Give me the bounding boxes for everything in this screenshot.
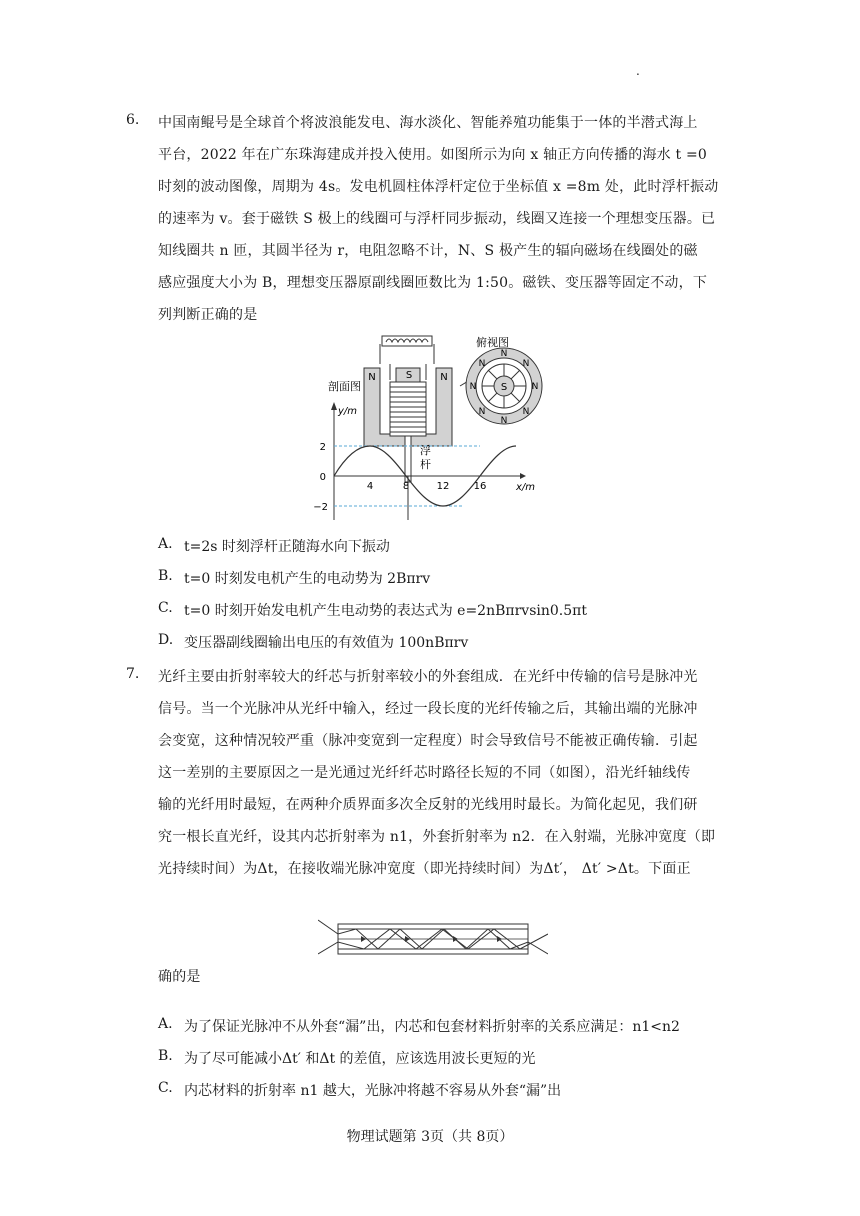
option-label: C.: [158, 600, 173, 616]
option-text: t=0 时刻发电机产生的电动势为 2Bπrv: [184, 571, 431, 587]
question-6-line: 列判断正确的是: [158, 307, 258, 323]
question-7-line: 究一根长直光纤，设其内芯折射率为 n1，外套折射率为 n2．在入射端，光脉冲宽度（即: [158, 829, 716, 845]
option-text: t=0 时刻开始发电机产生电动势的表达式为 e=2nBπrvsin0.5πt: [184, 603, 587, 619]
magnet-pole-n: N: [368, 372, 376, 383]
top-view-pole-n: N: [500, 349, 508, 359]
header-dot: .: [636, 64, 640, 78]
top-view-pole-n: N: [478, 407, 486, 417]
generator-wave-figure: [310, 330, 560, 530]
top-view-pole-s: S: [500, 382, 508, 393]
optical-fiber-figure: [318, 914, 548, 964]
float-rod-label: 浮: [420, 444, 431, 457]
top-view-pole-n: N: [478, 359, 486, 369]
question-7-line: 光持续时间）为Δt，在接收端光脉冲宽度（即光持续时间）为Δt′， Δt′ >Δt。下面正: [158, 861, 691, 877]
option-label: B.: [158, 568, 173, 584]
top-view-pole-n: N: [469, 382, 477, 392]
float-rod-label: 杆: [420, 458, 431, 471]
question-6-line: 时刻的波动图像，周期为 4s。发电机圆柱体浮杆定位于坐标值 x =8m 处，此时浮杆振动: [158, 179, 719, 195]
top-view-label: 俯视图: [476, 336, 509, 349]
question-7-line: 光纤主要由折射率较大的纤芯与折射率较小的外套组成．在光纤中传输的信号是脉冲光: [158, 669, 698, 685]
x-tick: 12: [436, 481, 450, 492]
option-label: C.: [158, 1080, 173, 1096]
option-label: D.: [158, 632, 174, 648]
option-text: 为了保证光脉冲不从外套“漏”出，内芯和包套材料折射率的关系应满足：n1<n2: [184, 1019, 680, 1035]
question-6-line: 知线圈共 n 匝，其圆半径为 r，电阻忽略不计，N、S 极产生的辐向磁场在线圈处的磁: [158, 243, 698, 259]
option-text: 内芯材料的折射率 n1 越大，光脉冲将越不容易从外套“漏”出: [184, 1083, 562, 1099]
question-7-line: 会变宽，这种情况较严重（脉冲变宽到一定程度）时会导致信号不能被正确传输．引起: [158, 733, 698, 749]
question-7-line: 信号。当一个光脉冲从光纤中输入，经过一段长度的光纤传输之后，其输出端的光脉冲: [158, 701, 698, 717]
option-label: A.: [158, 1016, 173, 1032]
question-7-number: 7.: [126, 666, 140, 682]
question-6-line: 中国南鲲号是全球首个将波浪能发电、海水淡化、智能养殖功能集于一体的半潜式海上: [158, 115, 698, 131]
question-7-line: 这一差别的主要原因之一是光通过光纤纤芯时路径长短的不同（如图），沿光纤轴线传: [158, 765, 691, 781]
top-view-pole-n: N: [531, 382, 539, 392]
page-footer: 物理试题第 3页（共 8页）: [346, 1129, 514, 1145]
x-axis-label: x/m: [516, 482, 536, 493]
option-label: B.: [158, 1048, 173, 1064]
question-6-line: 的速率为 v。套于磁铁 S 极上的线圈可与浮杆同步振动，线圈又连接一个理想变压器。已: [158, 211, 716, 227]
option-label: A.: [158, 536, 173, 552]
question-6-line: 感应强度大小为 B，理想变压器原副线圈匝数比为 1:50。磁铁、变压器等固定不动，下: [158, 275, 708, 291]
option-text: 为了尽可能减小Δt′ 和Δt 的差值，应该选用波长更短的光: [184, 1051, 536, 1067]
question-7-tail: 确的是: [158, 969, 201, 985]
top-view-pole-n: N: [522, 359, 530, 369]
y-tick: 2: [319, 442, 326, 453]
magnet-pole-n: N: [440, 372, 448, 383]
top-view-pole-n: N: [500, 416, 508, 426]
x-tick: 4: [366, 481, 374, 492]
y-axis-label: y/m: [338, 406, 358, 417]
top-view-pole-n: N: [522, 407, 530, 417]
magnet-pole-s: S: [405, 370, 413, 381]
option-text: t=2s 时刻浮杆正随海水向下振动: [184, 539, 390, 555]
y-tick: −2: [313, 502, 328, 513]
section-view-label: 剖面图: [328, 380, 361, 393]
x-tick: 8: [402, 481, 410, 492]
option-text: 变压器副线圈输出电压的有效值为 100nBπrv: [184, 635, 469, 651]
question-6-line: 平台，2022 年在广东珠海建成并投入使用。如图所示为向 x 轴正方向传播的海水 t =0: [158, 147, 708, 163]
x-tick: 16: [473, 481, 487, 492]
question-7-line: 输的光纤用时最短，在两种介质界面多次全反射的光线用时最长。为简化起见，我们研: [158, 797, 698, 813]
y-tick: 0: [319, 472, 326, 483]
question-6-number: 6.: [126, 112, 140, 128]
